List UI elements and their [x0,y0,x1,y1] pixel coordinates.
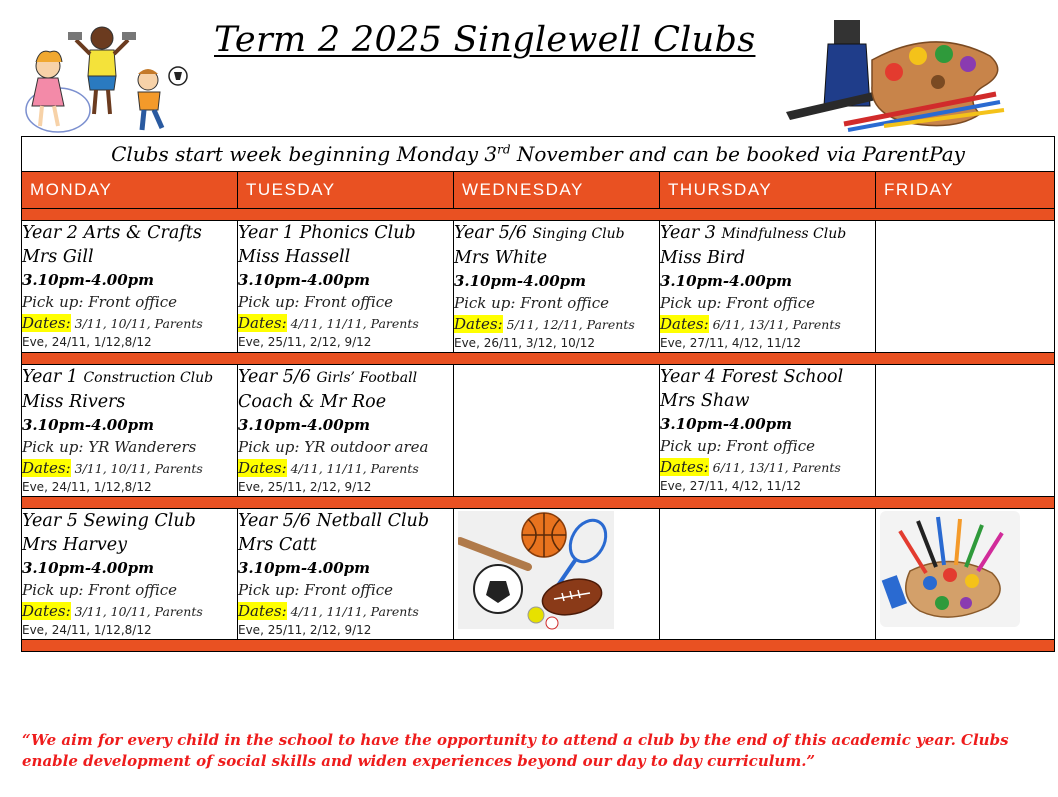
club-time: 3.10pm-4.00pm [238,271,371,289]
art-supplies-illustration [880,511,1020,627]
empty-cell [660,509,876,640]
club-dates-cont: Eve, 27/11, 4/12, 11/12 [660,336,802,350]
club-name: Year 5 Sewing Club [22,511,196,531]
club-dates: Dates: 3/11, 10/11, Parents [22,459,203,477]
sports-equipment-illustration [458,511,618,631]
row-divider [22,353,1055,365]
club-card [660,221,876,353]
club-teacher: Mrs Harvey [22,535,128,555]
club-name: Year 5/6 Netball Club [238,511,430,531]
art-supplies-cell [876,509,1055,640]
club-time: 3.10pm-4.00pm [660,415,793,433]
club-card [22,221,238,353]
club-card [660,365,876,497]
club-dates-cont: Eve, 25/11, 2/12, 9/12 [238,623,372,637]
club-dates-cont: Eve, 25/11, 2/12, 9/12 [238,335,372,349]
club-teacher: Mrs Gill [22,247,94,267]
club-dates: Dates: 6/11, 13/11, Parents [660,458,841,476]
day-header-thursday: THURSDAY [660,172,876,209]
club-teacher: Miss Bird [660,248,746,268]
club-teacher: Coach & Mr Roe [238,392,387,412]
booking-banner: Clubs start week beginning Monday 3rd November and can be booked via ParentPay [22,137,1055,172]
club-name: Year 1 Phonics Club [238,223,416,243]
club-time: 3.10pm-4.00pm [238,416,371,434]
children-playing-illustration [18,14,190,136]
club-pickup: Pick up: Front office [660,437,816,455]
row-divider [22,640,1055,652]
club-pickup: Pick up: Front office [238,293,394,311]
club-name: Year 3 Mindfulness Club [660,223,847,243]
row-divider [22,497,1055,509]
club-card [238,509,454,640]
day-header-tuesday: TUESDAY [238,172,454,209]
club-name: Year 2 Arts & Crafts [22,223,202,243]
club-dates: Dates: 5/11, 12/11, Parents [454,315,635,333]
club-dates: Dates: 4/11, 11/11, Parents [238,459,419,477]
club-card [238,221,454,353]
club-pickup: Pick up: YR outdoor area [238,438,429,456]
school-quote: “We aim for every child in the school to have the opportunity to attend a club by the end of this academic year. Clubs enable development of social skills and widen experiences beyond our day to day curriculum.” [22,731,1009,770]
club-card [22,365,238,497]
club-dates-cont: Eve, 24/11, 1/12,8/12 [22,335,152,349]
club-dates: Dates: 3/11, 10/11, Parents [22,314,203,332]
page-title: Term 2 2025 Singlewell Clubs [214,20,756,60]
club-teacher: Miss Rivers [22,392,126,412]
club-teacher: Mrs Catt [238,535,317,555]
club-card [22,509,238,640]
club-name: Year 1 Construction Club [22,367,214,387]
club-pickup: Pick up: Front office [22,293,178,311]
club-time: 3.10pm-4.00pm [22,416,155,434]
clubs-timetable [21,136,1055,652]
paint-palette-illustration [784,16,1008,134]
club-dates-cont: Eve, 24/11, 1/12,8/12 [22,623,152,637]
club-time: 3.10pm-4.00pm [454,272,587,290]
club-time: 3.10pm-4.00pm [22,271,155,289]
club-time: 3.10pm-4.00pm [660,272,793,290]
club-time: 3.10pm-4.00pm [238,559,371,577]
club-time: 3.10pm-4.00pm [22,559,155,577]
day-header-friday: FRIDAY [876,172,1055,209]
club-dates-cont: Eve, 27/11, 4/12, 11/12 [660,479,802,493]
day-header-wednesday: WEDNESDAY [454,172,660,209]
club-name: Year 5/6 Girls’ Football [238,367,418,387]
club-card [238,365,454,497]
club-name: Year 5/6 Singing Club [454,223,625,243]
club-pickup: Pick up: Front office [660,294,816,312]
club-dates: Dates: 4/11, 11/11, Parents [238,314,419,332]
club-name: Year 4 Forest School [660,367,844,387]
club-teacher: Miss Hassell [238,247,351,267]
club-pickup: Pick up: Front office [454,294,610,312]
empty-cell [876,221,1055,353]
club-dates: Dates: 4/11, 11/11, Parents [238,602,419,620]
row-divider [22,209,1055,221]
club-dates-cont: Eve, 26/11, 3/12, 10/12 [454,336,596,350]
club-dates: Dates: 6/11, 13/11, Parents [660,315,841,333]
day-header-monday: MONDAY [22,172,238,209]
club-dates-cont: Eve, 25/11, 2/12, 9/12 [238,480,372,494]
club-pickup: Pick up: Front office [238,581,394,599]
empty-cell [876,365,1055,497]
sports-equipment-cell [454,509,660,640]
club-pickup: Pick up: Front office [22,581,178,599]
club-pickup: Pick up: YR Wanderers [22,438,197,456]
club-dates: Dates: 3/11, 10/11, Parents [22,602,203,620]
club-teacher: Mrs White [454,248,548,268]
club-dates-cont: Eve, 24/11, 1/12,8/12 [22,480,152,494]
club-card [454,221,660,353]
empty-cell [454,365,660,497]
club-teacher: Mrs Shaw [660,391,750,411]
